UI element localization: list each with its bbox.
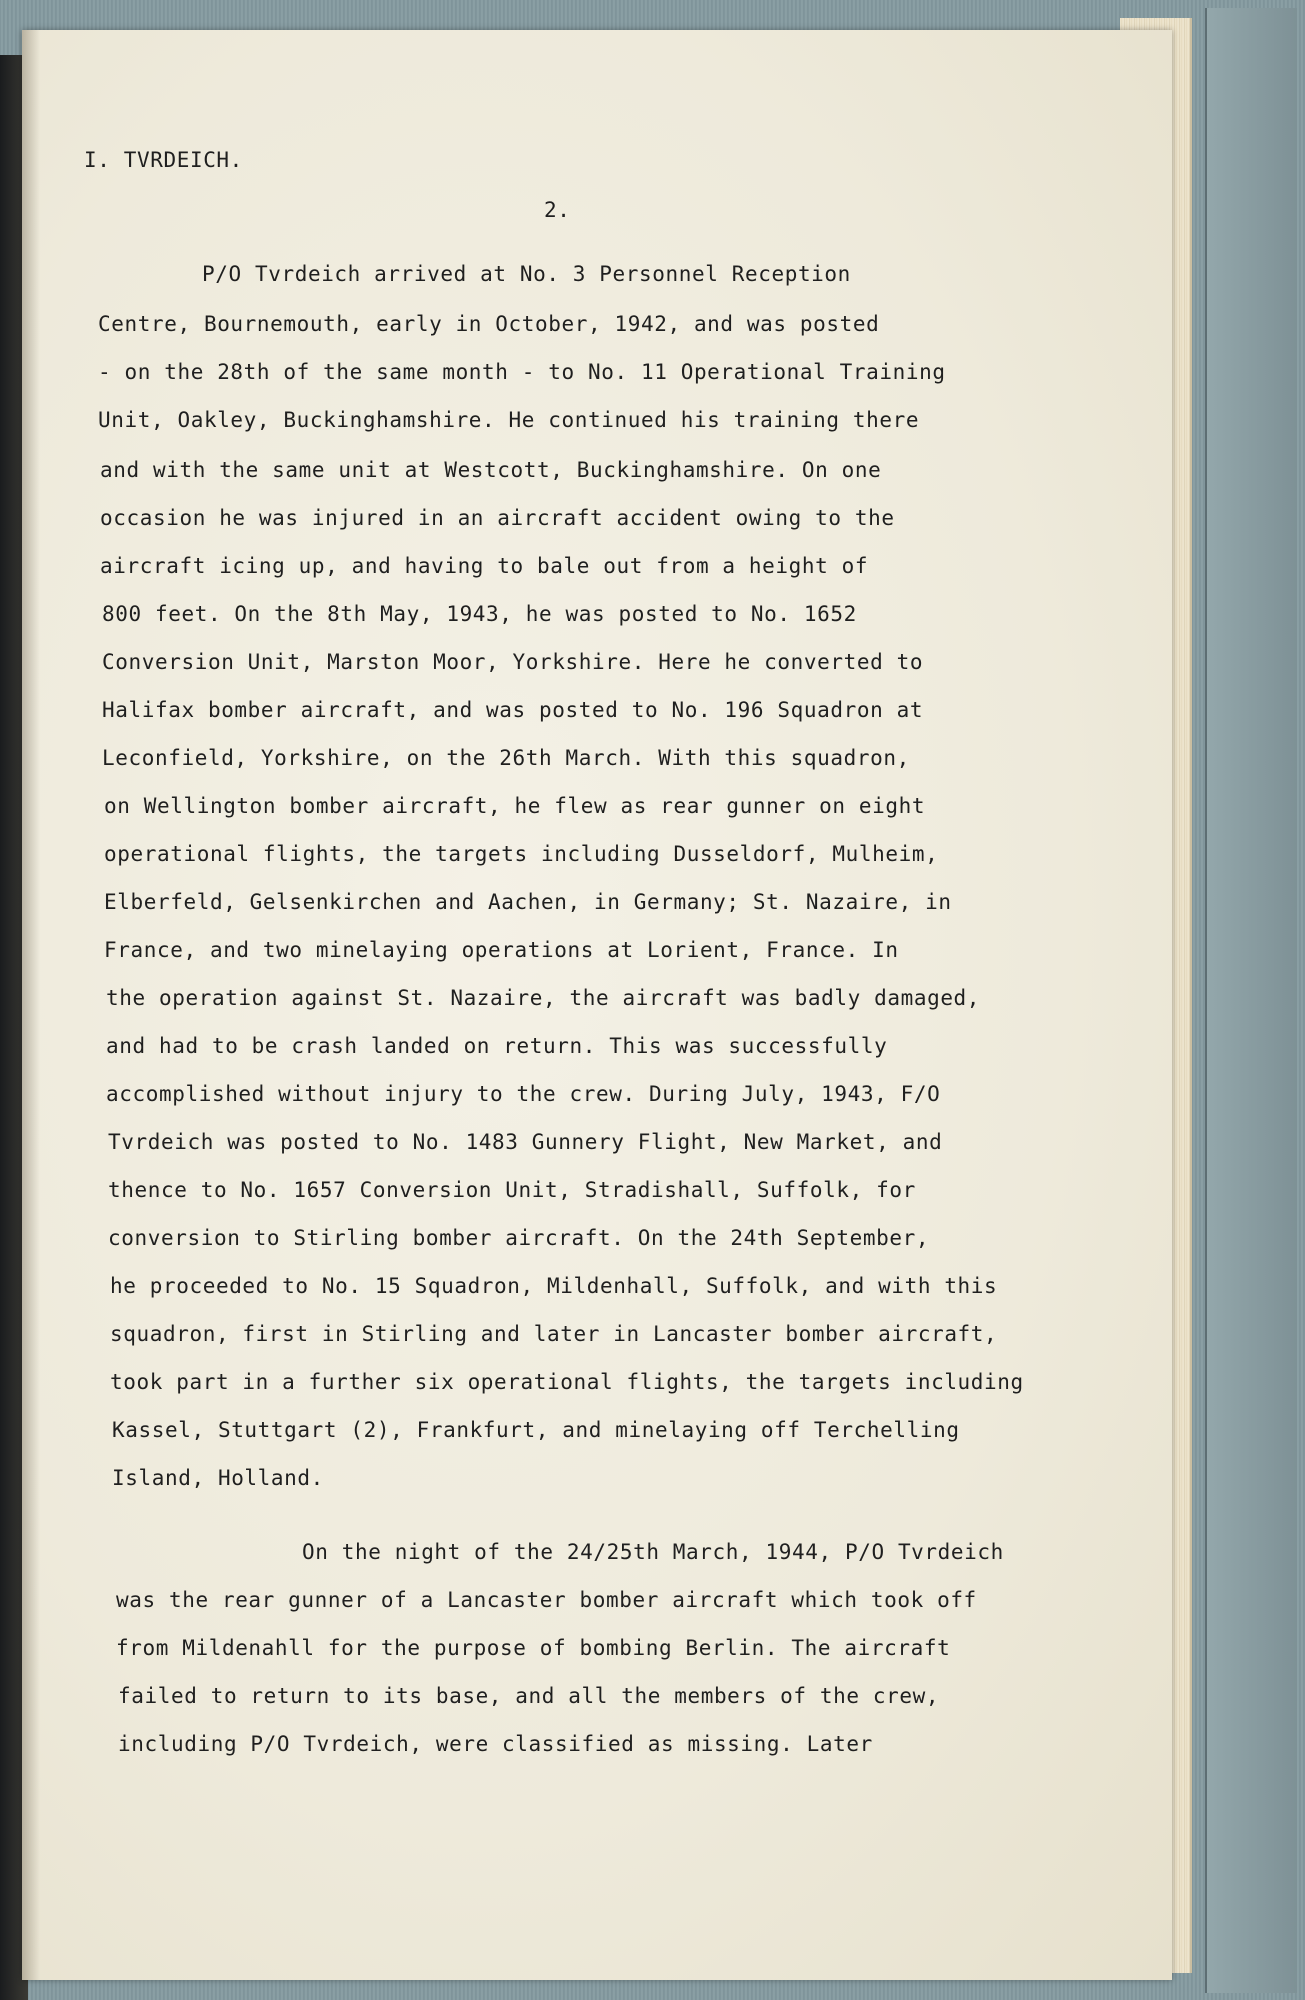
typed-line: Island, Holland. [112,1466,324,1490]
page-number: 2. [544,198,571,222]
typed-line: he proceeded to No. 15 Squadron, Mildenhall, Suffolk, and with this [110,1274,998,1298]
typed-line: aircraft icing up, and having to bale out from a height of [100,554,869,578]
typed-line: France, and two minelaying operations at Lorient, France. In [104,938,899,962]
header-name: I. TVRDEICH. [84,148,243,172]
typed-line: from Mildenahll for the purpose of bombing Berlin. The aircraft [116,1636,951,1660]
typed-line: Halifax bomber aircraft, and was posted to No. 196 Squadron at [102,698,924,722]
typed-line: Leconfield, Yorkshire, on the 26th March. With this squadron, [102,746,910,770]
typed-line: squadron, first in Stirling and later in Lancaster bomber aircraft, [110,1322,998,1346]
typed-line: accomplished without injury to the crew. During July, 1943, F/O [106,1082,941,1106]
typed-line: the operation against St. Nazaire, the aircraft was badly damaged, [106,986,981,1010]
typed-line: took part in a further six operational flights, the targets including [110,1370,1024,1394]
typed-line: and had to be crash landed on return. This was successfully [106,1034,888,1058]
typed-line: on Wellington bomber aircraft, he flew as rear gunner on eight [104,794,926,818]
typed-line: conversion to Stirling bomber aircraft. On the 24th September, [108,1226,930,1250]
typed-line: P/O Tvrdeich arrived at No. 3 Personnel Reception [202,262,851,286]
typed-line: 800 feet. On the 8th May, 1943, he was posted to No. 1652 [102,602,857,626]
typed-line: On the night of the 24/25th March, 1944, P/O Tvrdeich [302,1540,1004,1564]
binding-board-edge [1205,8,1297,1993]
typed-line: Elberfeld, Gelsenkirchen and Aachen, in Germany; St. Nazaire, in [104,890,952,914]
typed-line: Conversion Unit, Marston Moor, Yorkshire. Here he converted to [102,650,924,674]
typed-line: was the rear gunner of a Lancaster bomber aircraft which took off [116,1588,977,1612]
typed-line: Kassel, Stuttgart (2), Frankfurt, and minelaying off Terchelling [112,1418,960,1442]
typed-line: including P/O Tvrdeich, were classified as missing. Later [118,1732,873,1756]
typed-line: - on the 28th of the same month - to No. 11 Operational Training [98,360,946,384]
typed-line: occasion he was injured in an aircraft accident owing to the [100,506,895,530]
typed-line: Centre, Bournemouth, early in October, 1942, and was posted [98,312,880,336]
typed-line: Tvrdeich was posted to No. 1483 Gunnery Flight, New Market, and [108,1130,943,1154]
typed-line: Unit, Oakley, Buckinghamshire. He continued his training there [98,408,920,432]
typed-line: failed to return to its base, and all the members of the crew, [118,1684,940,1708]
document-page [22,30,1172,1980]
typed-line: and with the same unit at Westcott, Buckinghamshire. On one [100,458,882,482]
typed-line: operational flights, the targets including Dusseldorf, Mulheim, [104,842,939,866]
page-gutter-shadow [22,30,40,1980]
typed-line: thence to No. 1657 Conversion Unit, Stradishall, Suffolk, for [108,1178,916,1202]
